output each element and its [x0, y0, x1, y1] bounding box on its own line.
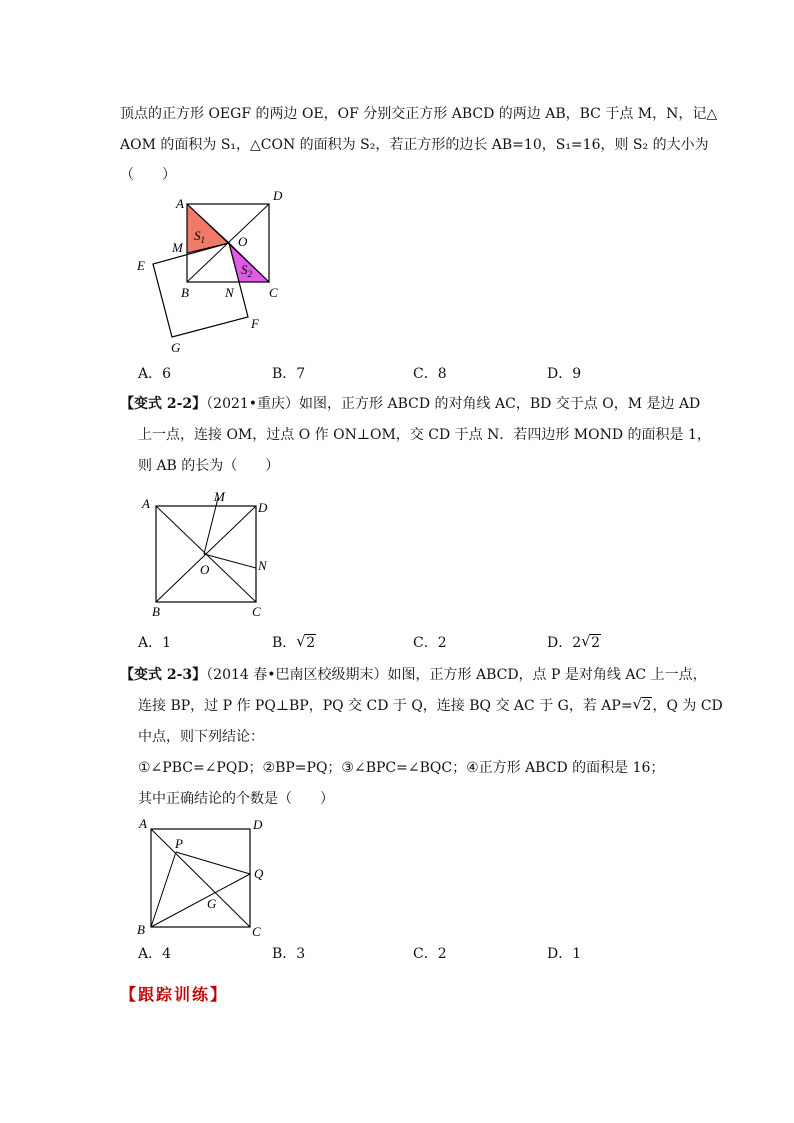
label-N: N: [258, 558, 267, 573]
segment-pq: [176, 852, 250, 874]
q3-line-2: [138, 696, 723, 716]
sqrt-sign: √ 2: [632, 695, 652, 714]
q1-option-a: A．6: [138, 366, 172, 382]
q3-line-2-text: 连接 BP，过 P 作 PQ⊥BP，PQ 交 CD 于 Q，连接 BQ 交 AC 于 G，若 AP=: [138, 698, 633, 714]
label-E: E: [137, 258, 145, 273]
q3-line-3: 中点，则下列结论：: [138, 729, 264, 745]
q3-line-1: [120, 665, 707, 685]
q3-option-b: B．3: [272, 946, 306, 962]
q2-option-b: [272, 633, 316, 653]
section-title: 【跟踪训练】: [120, 985, 229, 1004]
label-A: A: [176, 196, 184, 211]
label-A: A: [139, 816, 147, 831]
label-D: D: [253, 817, 263, 832]
label-G: G: [171, 340, 181, 355]
q2-option-c: C．2: [413, 635, 447, 651]
label-M: M: [172, 240, 183, 255]
sqrt-sign: √ 2: [296, 632, 316, 651]
label-S2: $S_2$: [241, 262, 252, 279]
q1-figure: [130, 185, 300, 360]
label-C: C: [252, 924, 261, 939]
q1-line-2: AOM 的面积为 S₁，△CON 的面积为 S₂，若正方形的边长 AB=10，S₁=16，则 S₂ 的大小为: [120, 137, 709, 153]
q3-figure: [134, 812, 284, 942]
label-O: O: [200, 562, 210, 577]
segment-on: [204, 554, 256, 568]
label-O: O: [238, 234, 248, 249]
diagonal-ac: [151, 829, 250, 927]
q3-option-d: D．1: [547, 946, 582, 962]
q2-figure: [138, 488, 278, 623]
q2-option-d: [547, 633, 601, 653]
q2-option-d-prefix: D．2: [547, 635, 582, 651]
q3-option-c: C．2: [413, 946, 447, 962]
label-M: M: [214, 489, 225, 504]
label-C: C: [269, 285, 278, 300]
label-D: D: [258, 500, 268, 515]
q3-option-a: A．4: [138, 946, 172, 962]
q1-option-b: B．7: [272, 366, 306, 382]
q3-tag: 【变式 2-3】: [120, 667, 207, 683]
q2-line-3: 则 AB 的长为（ ）: [138, 458, 280, 474]
q1-option-d: D．9: [547, 366, 582, 382]
q2-line-1-text: （2021•重庆）如图，正方形 ABCD 的对角线 AC，BD 交于点 O，M 是边 AD: [206, 396, 701, 412]
label-F: F: [251, 316, 259, 331]
q2-option-b-prefix: B．: [272, 635, 297, 651]
q2-tag: 【变式 2-2】: [120, 396, 207, 412]
q3-line-1-text: （2014 春•巴南区校级期末）如图，正方形 ABCD，点 P 是对角线 AC 上一点，: [206, 667, 707, 683]
sqrt-sign: √ 2: [581, 632, 601, 651]
label-S1: $S_1$: [194, 228, 205, 245]
label-B: B: [181, 285, 189, 300]
label-C: C: [252, 604, 261, 619]
label-B: B: [137, 922, 145, 937]
q1-line-1: 顶点的正方形 OEGF 的两边 OE，OF 分别交正方形 ABCD 的两边 AB，BC 于点 M，N，记△: [120, 106, 718, 122]
label-B: B: [152, 604, 160, 619]
q3-line-4: ①∠PBC=∠PQD；②BP=PQ；③∠BPC=∠BQC；④正方形 ABCD 的面积是 16；: [138, 760, 665, 776]
label-N: N: [225, 285, 234, 300]
q1-option-c: C．8: [413, 366, 447, 382]
q1-line-3: （ ）: [120, 167, 176, 183]
q2-line-2: 上一点，连接 OM，过点 O 作 ON⊥OM，交 CD 于点 N．若四边形 MOND 的面积是 1，: [138, 427, 711, 443]
q3-line-5: 其中正确结论的个数是（ ）: [138, 791, 334, 807]
label-A: A: [142, 496, 150, 511]
q2-option-a: A．1: [138, 635, 172, 651]
label-D: D: [273, 188, 283, 203]
label-G: G: [207, 896, 217, 911]
label-Q: Q: [254, 866, 264, 881]
label-P: P: [175, 836, 183, 851]
q3-line-2-tail: ，Q 为 CD: [652, 698, 723, 714]
q2-line-1: [120, 394, 700, 414]
